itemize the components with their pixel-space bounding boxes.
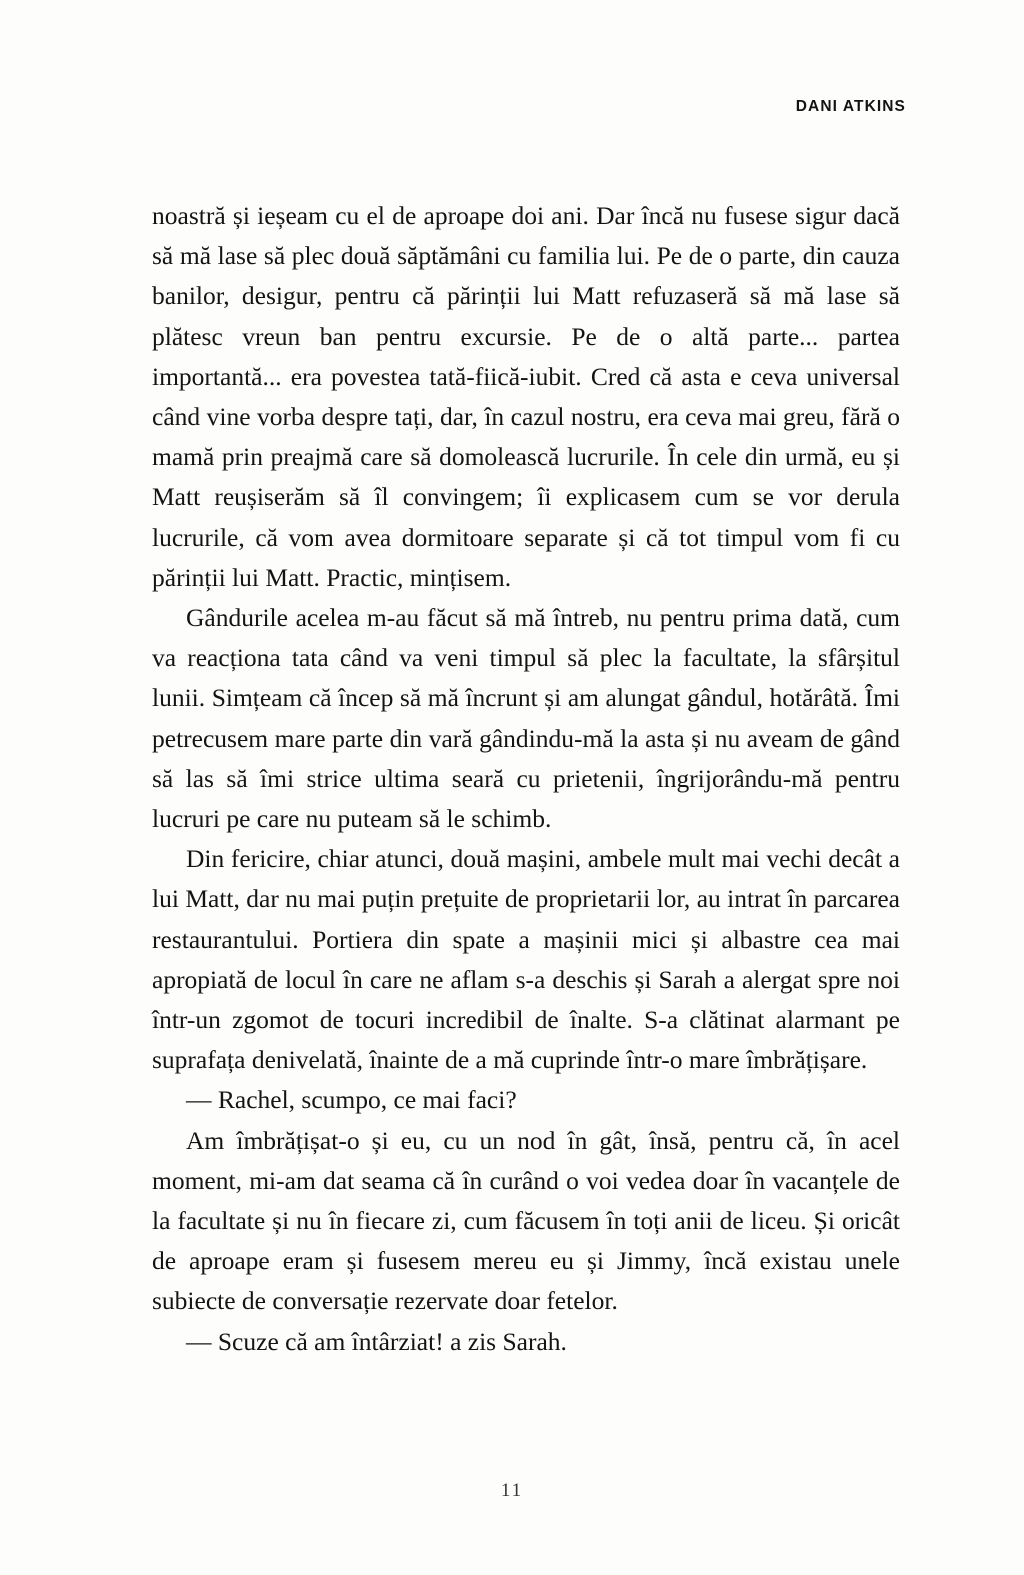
- paragraph: noastră și ieșeam cu el de aproape doi ani. Dar încă nu fusese sigur dacă să mă lase să plec două săptămâni cu familia lui. Pe de o parte, din cauza banilor, desigur, pentru că părinții lui Matt refuzaseră să mă lase să plătesc vreun ban pentru excursie. Pe de o altă parte... partea importantă... era povestea tată-fiică-iubit. Cred că asta e ceva universal când vine vorba despre tați, dar, în cazul nostru, era ceva mai greu, fără o mamă prin preajmă care să domolească lucrurile. În cele din urmă, eu și Matt reușiserăm să îl convingem; îi explicasem cum se vor derula lucrurile, că vom avea dormitoare separate și că tot timpul vom fi cu părinții lui Matt. Practic, mințisem.: [152, 201, 900, 592]
- body-text-column: [152, 196, 900, 1362]
- running-head-author: DANI ATKINS: [795, 98, 906, 115]
- paragraph-dialogue: — Rachel, scumpo, ce mai faci?: [186, 1085, 517, 1115]
- paragraph: Din fericire, chiar atunci, două mașini, ambele mult mai vechi decât a lui Matt, dar nu mai puțin prețuite de proprietarii lor, au intrat în parcarea restaurantului. Portiera din spate a mașinii mici și albastre cea mai apropiată de locul în care ne aflam s-a deschis și Sarah a alergat spre noi într-un zgomot de tocuri incredibil de înalte. S-a clătinat alarmant pe suprafața denivelată, înainte de a mă cuprinde într-o mare îmbrățișare.: [152, 844, 900, 1075]
- paragraph-dialogue: — Scuze că am întârziat! a zis Sarah.: [186, 1326, 567, 1356]
- page-number: 11: [500, 1480, 524, 1501]
- paragraph: Am îmbrățișat-o și eu, cu un nod în gât, însă, pentru că, în acel moment, mi-am dat seama că în curând o voi vedea doar în vacanțele de la facultate și nu în fiecare zi, cum făcusem în toți anii de liceu. Și oricât de aproape eram și fusesem mereu eu și Jimmy, încă existau unele subiecte de conversație rezervate doar fetelor.: [152, 1125, 900, 1316]
- paragraph: Gândurile acelea m-au făcut să mă întreb, nu pentru prima dată, cum va reacționa tata când va veni timpul să plec la facultate, la sfârșitul lunii. Simțeam că încep să mă încrunt și am alungat gândul, hotărâtă. Îmi petrecusem mare parte din vară gândindu-mă la asta și nu aveam de gând să las să îmi strice ultima seară cu prietenii, îngrijorându-mă pentru lucruri pe care nu puteam să le schimb.: [152, 603, 900, 834]
